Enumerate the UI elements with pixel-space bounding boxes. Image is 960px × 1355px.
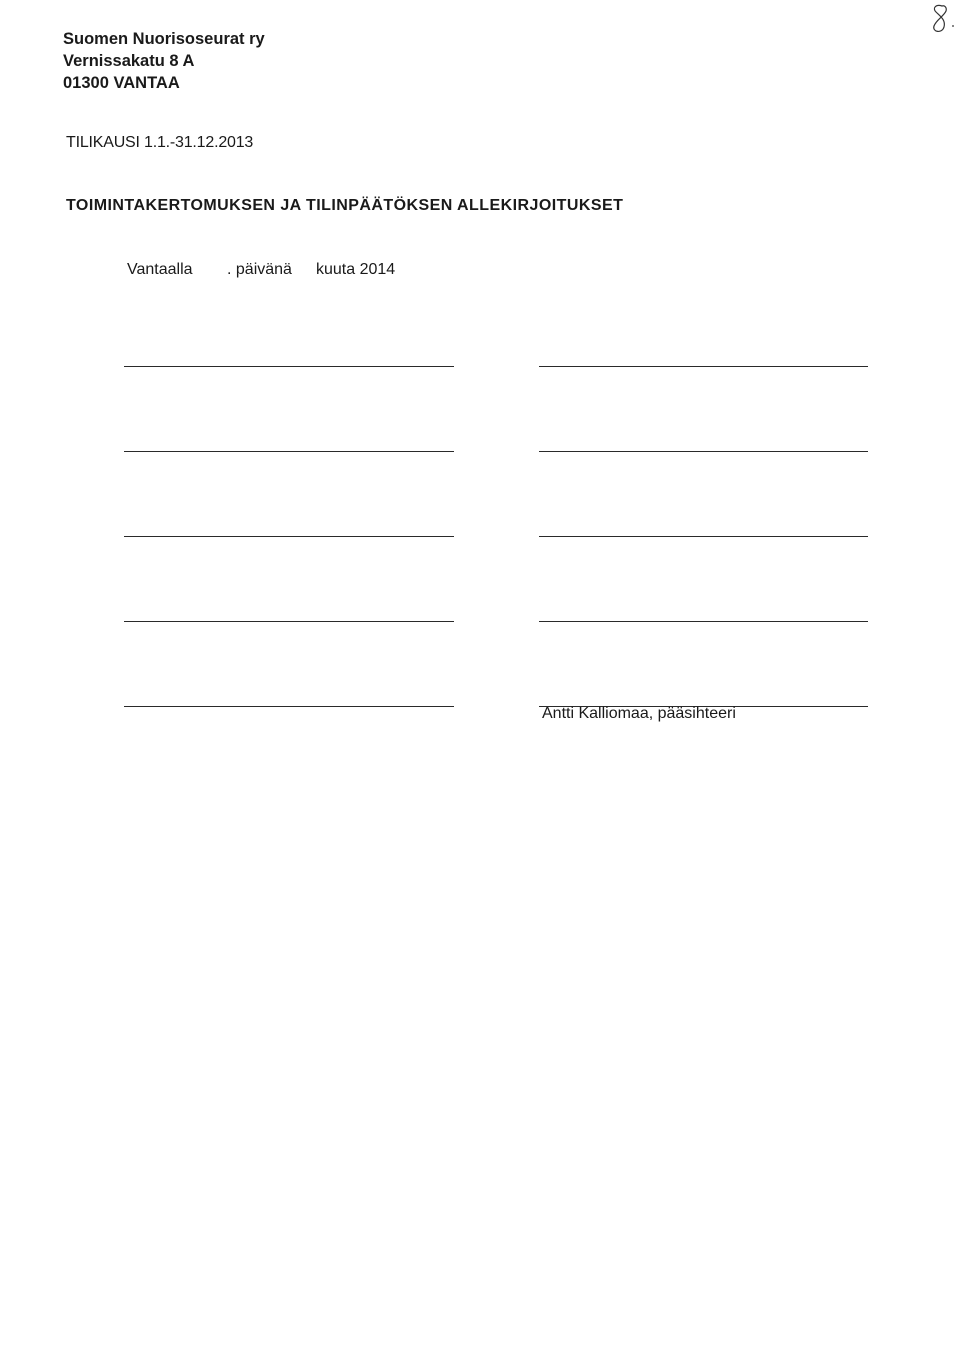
signature-line[interactable] (539, 536, 868, 537)
month-year-text: kuuta 2014 (316, 261, 396, 278)
signature-line[interactable] (124, 451, 454, 452)
signer-name: Antti Kalliomaa, pääsihteeri (542, 705, 736, 722)
signature-line[interactable] (539, 366, 868, 367)
signature-line[interactable] (539, 451, 868, 452)
place-and-date (127, 261, 395, 279)
signature-line[interactable] (124, 536, 454, 537)
organization-name: Suomen Nuorisoseurat ry (63, 30, 265, 48)
handwritten-page-number (928, 2, 958, 38)
signature-line[interactable] (124, 621, 454, 622)
organization-address (63, 28, 265, 94)
day-text: . päivänä (227, 261, 292, 278)
document-title: TOIMINTAKERTOMUKSEN JA TILINPÄÄTÖKSEN ALLEKIRJOITUKSET (66, 197, 624, 214)
postal-address: 01300 VANTAA (63, 74, 180, 92)
fiscal-period: TILIKAUSI 1.1.-31.12.2013 (66, 134, 254, 151)
signature-line[interactable] (124, 706, 454, 707)
place-text: Vantaalla (127, 261, 193, 278)
signature-line[interactable] (539, 621, 868, 622)
signature-line[interactable] (124, 366, 454, 367)
street-address: Vernissakatu 8 A (63, 52, 195, 70)
